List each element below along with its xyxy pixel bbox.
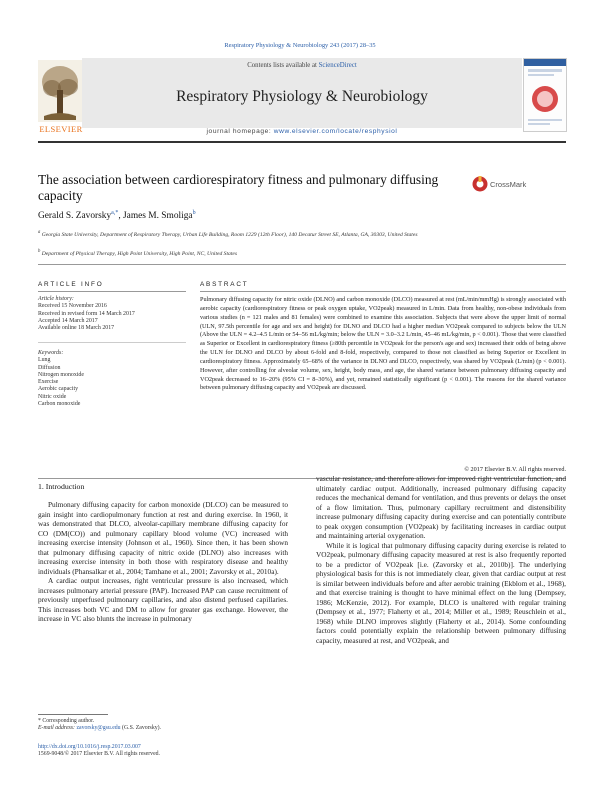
crossmark-badge[interactable]	[472, 176, 552, 192]
keyword-item: Aerobic capacity	[38, 386, 79, 393]
journal-citation[interactable]: Respiratory Physiology & Neurobiology 243 (2017) 28–35	[224, 42, 376, 49]
intro-paragraph: A cardiac output increases, right ventricular pressure is also increased, which increases pulmonary arterial pressure (PAP). Increased PAP can cause recruitment of previously unperfused pulmonary capillaries, and also distend perfused capillaries. This increases both VC and DM to allow for greater gas exchange. However, the increase in VC also blunts the increase in pulmonary	[38, 576, 288, 623]
homepage-prefix: journal homepage:	[206, 128, 274, 135]
article-info-heading: ARTICLE INFO	[38, 281, 104, 288]
issn-line: 1569-9048/© 2017 Elsevier B.V. All rights reserved.	[38, 751, 160, 758]
intro-paragraph: Pulmonary diffusing capacity for carbon monoxide (DLCO) can be measured to gain insight into cardiopulmonary function at rest and during exercise. In 1960, it was demonstrated that DLCO, alveolar-capillary membrane diffusing capacity for CO (DM(CO)) and pulmonary capillary blood volume (VC) increased with increasing exercise intensity (Johnson et al., 1960). Since then, it has been shown that pulmonary diffusing capacity of nitric oxide (DLNO) also increases with increasing exercise intensity in both those with respiratory disease and healthy individuals (Phansalkar et al., 2004; Tamhane et al., 2001; Zavorsky et al., 2010a).	[38, 500, 288, 576]
keyword-item: Exercise	[38, 379, 59, 386]
abstract-copyright: © 2017 Elsevier B.V. All rights reserved.	[464, 466, 566, 473]
introduction-heading: 1. Introduction	[38, 482, 85, 491]
intro-left-column	[38, 500, 288, 624]
homepage-link[interactable]: www.elsevier.com/locate/resphysiol	[273, 128, 398, 135]
affiliation-text: Department of Physical Therapy, High Point University, High Point, NC, United States	[41, 250, 238, 257]
journal-homepage	[82, 128, 522, 135]
elsevier-tree-logo	[38, 60, 82, 130]
crossmark-label: CrossMark	[490, 180, 527, 189]
author-list: Gerald S. Zavorsky$^{a,*}$, James M. Smoliga$^b$	[38, 210, 196, 222]
author-name: James M. Smoliga	[123, 211, 193, 222]
intro-paragraph: While it is logical that pulmonary diffusing capacity during exercise is related to VO2peak, pulmonary diffusing capacity measured at rest is also frequently reported to be a predictor of VO2peak [i.e. (Zavorsky et al., 2010b)]. The underlying physiological basis for this is not immediately clear, given that cardiac output at rest is similar between individuals before and after aerobic training (Ekblom et al., 1968), and that exercise training is thought to have minimal effect on the lung (Dempsey, 1986; McKenzie, 2012). For example, DLCO is unaltered with regular training (Dempsey et al., 1977; Flaherty et al., 2014; Miller et al., 1989; Reuschlein et al., 1968) while DLNO improves slightly (Flaherty et al., 2014). Some confounding factors could potentially explain the relationship between pulmonary diffusing capacity, measured at rest, and VO2peak, and	[316, 540, 566, 645]
history-item: Available online 18 March 2017	[38, 325, 115, 332]
affiliation-divider	[38, 264, 566, 265]
intro-right-column	[316, 474, 566, 645]
history-item: Received in revised form 14 March 2017	[38, 310, 135, 317]
affiliation-a	[38, 229, 566, 239]
doi-block	[38, 744, 288, 758]
author-affiliation-mark[interactable]: a,*	[111, 210, 119, 216]
journal-cover-thumbnail	[523, 58, 567, 132]
elsevier-wordmark: ELSEVIER	[39, 124, 83, 134]
history-label: Article history:	[38, 296, 74, 302]
article-history	[38, 296, 186, 332]
email-line	[38, 725, 288, 732]
abstract-text: Pulmonary diffusing capacity for nitric oxide (DLNO) and carbon monoxide (DLCO) measured at rest (mL/min/mmHg) is strongly associated with aerobic capacity (cardiorespiratory fitness or peak oxygen uptake, VO2peak) measured in L/min. Data from healthy, non-obese individuals from various studies (n = 121 males and 81 females) were combined to examine this association. Subjects that were above the upper limit of normal (ULN, 97.5th percentile for age and sex and height) for DLNO and DLCO had a higher median VO2peak compared to subjects below the ULN (Above the ULN = 4.2–4.5 L/min or 54–56 mL/kg/min; below the ULN = 3.0–3.2 L/min, 45–46 mL/kg/min, p < 0.001). Those that were classified as Superior or Excellent in cardiorespiratory fitness (≥80th percentile in VO2peak for the person's age and sex) increased their odds of being above the ULN for DLNO and DLCO by about 6-fold and 8-fold, respectively, compared to those not classified as being Superior or Excellent in cardiorespiratory fitness. Approximately 65–68% of the variance in DLNO and DLCO, respectively, was shared by VO2peak (L/min) (p < 0.001). However, after controlling for alveolar volume, sex, height, body mass, and age, the shared variance between pulmonary diffusing capacity and VO2peak decreased to 16–20% (95% CI = 8–30%), and yet, remained statistically significant (p < 0.001). The reasons for the shared variance between pulmonary diffusing capacity and VO2peak are discussed.	[200, 296, 566, 392]
history-divider	[38, 342, 186, 343]
keyword-item: Lung	[38, 357, 51, 364]
contents-line	[82, 62, 522, 69]
article-info-divider	[38, 291, 186, 292]
contents-prefix: Contents lists available at	[247, 62, 319, 69]
affiliation-b	[38, 248, 566, 258]
journal-name: Respiratory Physiology & Neurobiology	[176, 88, 428, 105]
intro-paragraph: vascular resistance, and therefore allows for improved right ventricular function, and ultimately cardiac output. Additionally, increased pulmonary diffusing capacity reduces the mechanical demand for ventilation, and thus prevents or delays the onset of a flow limitation. Thus, pulmonary capillary recruitment and distensibility increase pulmonary diffusing capacity during exercise and can potentially contribute to peak oxygen consumption (VO2peak) by facilitating increases in cardiac output and maintaining arterial oxygenation.	[316, 474, 566, 540]
keyword-item: Nitric oxide	[38, 393, 67, 400]
corresponding-author-note	[38, 718, 288, 732]
sciencedirect-link[interactable]: ScienceDirect	[318, 62, 357, 69]
header-divider	[38, 141, 566, 143]
affiliation-mark: b	[38, 249, 41, 254]
email-link[interactable]: zavorsky@gsu.edu	[76, 725, 121, 732]
email-label: E-mail address:	[38, 725, 77, 732]
keywords	[38, 350, 186, 408]
email-suffix: (G.S. Zavorsky).	[120, 725, 161, 732]
doi-link[interactable]: http://dx.doi.org/10.1016/j.resp.2017.03.007	[38, 744, 141, 750]
keyword-item: Diffusion	[38, 364, 61, 371]
footnote-divider	[38, 714, 108, 715]
keyword-item: Carbon monoxide	[38, 401, 81, 408]
abstract-divider	[200, 291, 566, 292]
keywords-label: Keywords:	[38, 350, 64, 356]
history-item: Accepted 14 March 2017	[38, 317, 98, 324]
keyword-item: Nitrogen monoxide	[38, 371, 84, 378]
affiliation-text: Georgia State University, Department of Respiratory Therapy, Urban Life Building, Room 1229 (12th Floor), 140 Decatur Street SE, Atlanta, GA, 30303, United States	[41, 231, 418, 238]
affiliation-mark: a	[38, 230, 41, 235]
author-affiliation-mark[interactable]: b	[192, 210, 196, 216]
corresponding-label: * Corresponding author.	[38, 718, 95, 724]
author-name: Gerald S. Zavorsky	[38, 211, 112, 222]
abstract-heading: ABSTRACT	[200, 281, 249, 288]
article-title: The association between cardiorespiratory fitness and pulmonary diffusing capacity	[38, 172, 439, 203]
history-item: Received 15 November 2016	[38, 303, 107, 310]
